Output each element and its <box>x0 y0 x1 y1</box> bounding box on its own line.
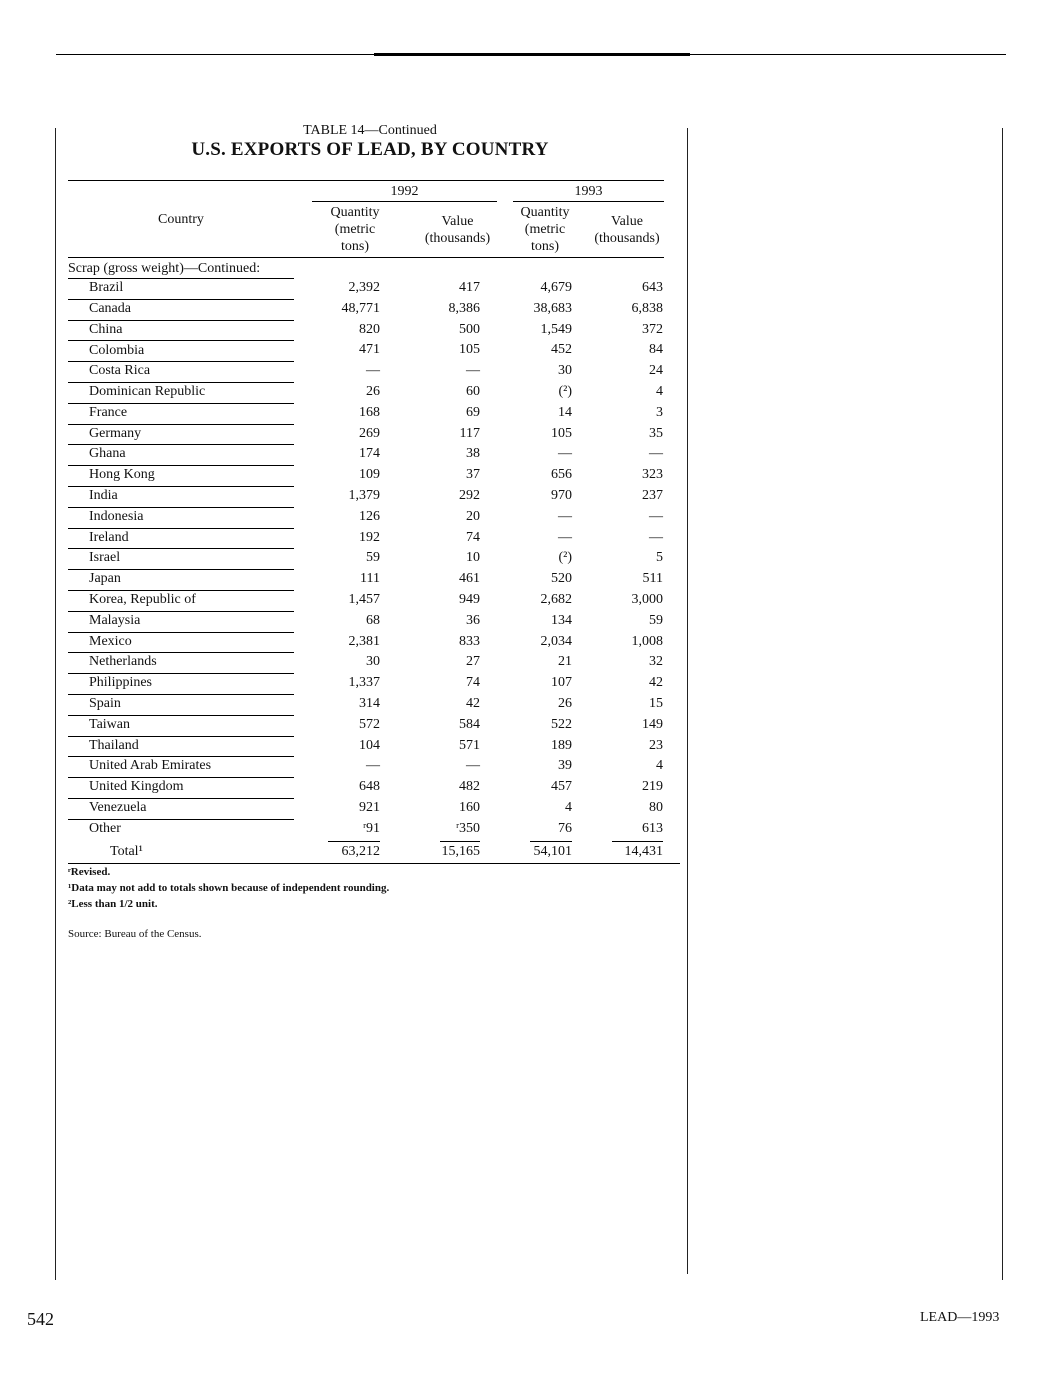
row-rule <box>68 465 294 466</box>
value-1992-cell: 292 <box>459 488 480 503</box>
row-rule <box>68 424 294 425</box>
total-label: Total¹ <box>110 844 143 859</box>
row-rule <box>68 444 294 445</box>
value-1993-cell: 3,000 <box>631 592 663 607</box>
value-1992-cell: 27 <box>466 654 480 669</box>
quantity-1993-cell: 970 <box>551 488 572 503</box>
top-rule-thick <box>374 53 690 56</box>
header-top-rule <box>68 180 664 181</box>
row-rule <box>68 590 294 591</box>
row-rule <box>68 632 294 633</box>
value-1993-cell: 59 <box>649 613 663 628</box>
quantity-1993-cell: 39 <box>558 758 572 773</box>
value-1993-cell: — <box>649 530 663 545</box>
quantity-1993-cell: 105 <box>551 426 572 441</box>
footnote-less-than-half: ²Less than 1/2 unit. <box>68 898 158 910</box>
row-rule <box>68 777 294 778</box>
table-label: TABLE 14—Continued <box>303 123 437 138</box>
year-1992-rule <box>312 201 497 202</box>
value-1993-cell: 237 <box>642 488 663 503</box>
quantity-1993-cell: 656 <box>551 467 572 482</box>
row-rule <box>68 486 294 487</box>
value-1993-cell: 219 <box>642 779 663 794</box>
value-1993-cell: 3 <box>656 405 663 420</box>
value-1992-cell: 571 <box>459 738 480 753</box>
country-cell: Israel <box>89 550 121 565</box>
value-1993-cell: 15 <box>649 696 663 711</box>
country-cell: Costa Rica <box>89 363 151 378</box>
quantity-1993-cell: 1,549 <box>540 322 572 337</box>
row-rule <box>68 299 294 300</box>
quantity-1992-cell: 1,337 <box>348 675 380 690</box>
value-1992-cell: 36 <box>466 613 480 628</box>
country-cell: Spain <box>89 696 121 711</box>
quantity-1993-cell: 30 <box>558 363 572 378</box>
country-cell: Philippines <box>89 675 153 690</box>
country-cell: Canada <box>89 301 131 316</box>
value-1992-cell: 160 <box>459 800 480 815</box>
value-1992-cell: 10 <box>466 550 480 565</box>
value-1993-cell: 80 <box>649 800 663 815</box>
value-1993-cell: 6,838 <box>631 301 663 316</box>
quantity-1992-cell: 192 <box>359 530 380 545</box>
quantity-1992-cell: 126 <box>359 509 380 524</box>
value-1992-cell: 60 <box>466 384 480 399</box>
quantity-1993-cell: 107 <box>551 675 572 690</box>
value-1993-cell: 32 <box>649 654 663 669</box>
value-1993-cell: 4 <box>656 384 663 399</box>
row-rule <box>68 819 294 820</box>
row-rule <box>68 340 294 341</box>
year-1992-header: 1992 <box>390 184 419 199</box>
value-1993-cell: 643 <box>642 280 663 295</box>
right-column-rule <box>1002 128 1003 1280</box>
value-1992-cell: — <box>466 758 480 773</box>
row-rule <box>68 798 294 799</box>
quantity-1992-cell: 174 <box>359 446 380 461</box>
value-1992-cell: 74 <box>466 675 480 690</box>
row-rule <box>68 528 294 529</box>
value-1992-cell: 105 <box>459 342 480 357</box>
quantity-1992-cell: 59 <box>366 550 380 565</box>
row-rule <box>68 736 294 737</box>
country-cell: Venezuela <box>89 800 147 815</box>
quantity-1993-cell: 38,683 <box>533 301 572 316</box>
value-1992-cell: 42 <box>466 696 480 711</box>
row-rule <box>68 382 294 383</box>
quantity-1992-cell: 109 <box>359 467 380 482</box>
quantity-1992-cell: 471 <box>359 342 380 357</box>
quantity-1993-cell: 2,682 <box>540 592 572 607</box>
header-bottom-rule <box>68 257 664 258</box>
quantity-1992-cell: 314 <box>359 696 380 711</box>
row-rule <box>68 548 294 549</box>
quantity-1992-cell: — <box>366 363 380 378</box>
value-1992-cell: 74 <box>466 530 480 545</box>
row-rule <box>68 320 294 321</box>
footnote-revised: ʳRevised. <box>68 866 111 878</box>
value-1993-cell: 84 <box>649 342 663 357</box>
quantity-1993-cell: 21 <box>558 654 572 669</box>
value-1993-cell: — <box>649 446 663 461</box>
value-1993-cell: 5 <box>656 550 663 565</box>
country-cell: Japan <box>89 571 121 586</box>
row-rule <box>68 673 294 674</box>
total-value-1992: 15,165 <box>441 844 480 859</box>
country-cell: Hong Kong <box>89 467 155 482</box>
quantity-1993-cell: — <box>558 446 572 461</box>
country-cell: Ghana <box>89 446 126 461</box>
quantity-1993-cell: — <box>558 509 572 524</box>
value-1992-cell: 482 <box>459 779 480 794</box>
quantity-1993-cell: 26 <box>558 696 572 711</box>
value-1992-cell: 37 <box>466 467 480 482</box>
country-cell: Korea, Republic of <box>89 592 196 607</box>
sum-rule-q1992 <box>328 841 380 842</box>
quantity-1993-cell: 14 <box>558 405 572 420</box>
quantity-1992-cell: 820 <box>359 322 380 337</box>
value-1992-cell: 8,386 <box>448 301 480 316</box>
quantity-1992-cell: 1,457 <box>348 592 380 607</box>
country-cell: Ireland <box>89 530 129 545</box>
year-1993-rule <box>513 201 664 202</box>
quantity-1992-cell: 48,771 <box>341 301 380 316</box>
quantity-1993-cell: 457 <box>551 779 572 794</box>
quantity-1993-header: Quantity (metric tons) <box>520 205 570 254</box>
value-1993-cell: 372 <box>642 322 663 337</box>
country-cell: Malaysia <box>89 613 141 628</box>
quantity-1993-cell: 189 <box>551 738 572 753</box>
row-rule <box>68 756 294 757</box>
value-1992-cell: ʳ350 <box>455 821 480 836</box>
country-cell: Colombia <box>89 343 145 358</box>
value-1992-cell: 833 <box>459 634 480 649</box>
value-1993-cell: 613 <box>642 821 663 836</box>
quantity-1993-cell: 452 <box>551 342 572 357</box>
country-cell: United Arab Emirates <box>89 758 212 773</box>
quantity-1992-cell: 104 <box>359 738 380 753</box>
row-rule <box>68 569 294 570</box>
left-column-rule <box>55 128 56 1280</box>
quantity-1993-cell: 520 <box>551 571 572 586</box>
value-1992-cell: 500 <box>459 322 480 337</box>
quantity-1993-cell: 2,034 <box>540 634 572 649</box>
value-1992-header: Value (thousands) <box>424 214 491 246</box>
row-rule <box>68 507 294 508</box>
row-rule <box>68 694 294 695</box>
sum-rule-q1993 <box>530 841 572 842</box>
quantity-1993-cell: — <box>558 530 572 545</box>
country-column-header: Country <box>158 212 204 227</box>
running-title: LEAD—1993 <box>920 1310 1000 1325</box>
quantity-1992-cell: 648 <box>359 779 380 794</box>
country-cell: Other <box>89 821 121 836</box>
section-label: Scrap (gross weight)—Continued: <box>68 261 261 276</box>
row-rule <box>68 652 294 653</box>
country-cell: Germany <box>89 426 142 441</box>
footnote-rounding: ¹Data may not add to totals shown because of independent rounding. <box>68 882 390 894</box>
value-1993-cell: 23 <box>649 738 663 753</box>
row-rule <box>68 403 294 404</box>
sum-rule-v1993 <box>612 841 663 842</box>
quantity-1992-header: Quantity (metric tons) <box>330 205 380 254</box>
total-value-1993: 14,431 <box>624 844 663 859</box>
value-1993-cell: 35 <box>649 426 663 441</box>
value-1992-cell: 38 <box>466 446 480 461</box>
value-1992-cell: 949 <box>459 592 480 607</box>
quantity-1992-cell: 921 <box>359 800 380 815</box>
row-rule <box>68 611 294 612</box>
quantity-1992-cell: ʳ91 <box>362 821 380 836</box>
source-note: Source: Bureau of the Census. <box>68 928 202 940</box>
value-1993-cell: 1,008 <box>631 634 663 649</box>
value-1993-cell: 323 <box>642 467 663 482</box>
quantity-1992-cell: 572 <box>359 717 380 732</box>
quantity-1993-cell: 76 <box>558 821 572 836</box>
quantity-1993-cell: 522 <box>551 717 572 732</box>
value-1993-cell: 42 <box>649 675 663 690</box>
value-1992-cell: 584 <box>459 717 480 732</box>
value-1992-cell: 117 <box>459 426 480 441</box>
value-1992-cell: 461 <box>459 571 480 586</box>
value-1992-cell: 69 <box>466 405 480 420</box>
country-cell: India <box>89 488 118 503</box>
quantity-1992-cell: 2,381 <box>348 634 380 649</box>
country-cell: France <box>89 405 128 420</box>
country-cell: Thailand <box>89 738 139 753</box>
table-bottom-rule <box>68 863 680 864</box>
quantity-1992-cell: 68 <box>366 613 380 628</box>
value-1992-cell: — <box>466 363 480 378</box>
value-1992-cell: 20 <box>466 509 480 524</box>
page-number: 542 <box>27 1309 54 1329</box>
quantity-1992-cell: 111 <box>360 571 380 586</box>
quantity-1993-cell: 4 <box>565 800 572 815</box>
value-1993-cell: 149 <box>642 717 663 732</box>
value-1993-cell: 4 <box>656 758 663 773</box>
center-column-rule <box>687 128 688 1274</box>
quantity-1993-cell: (²) <box>558 550 572 565</box>
country-cell: Dominican Republic <box>89 384 206 399</box>
quantity-1992-cell: 26 <box>366 384 380 399</box>
country-cell: China <box>89 322 123 337</box>
country-cell: Taiwan <box>89 717 131 732</box>
quantity-1992-cell: 1,379 <box>348 488 380 503</box>
country-cell: Brazil <box>89 280 124 295</box>
country-cell: United Kingdom <box>89 779 184 794</box>
total-quantity-1993: 54,101 <box>533 844 572 859</box>
quantity-1992-cell: 2,392 <box>348 280 380 295</box>
total-quantity-1992: 63,212 <box>341 844 380 859</box>
value-1992-cell: 417 <box>459 280 480 295</box>
quantity-1992-cell: — <box>366 758 380 773</box>
sum-rule-v1992 <box>440 841 480 842</box>
row-rule <box>68 361 294 362</box>
row-rule <box>68 715 294 716</box>
country-cell: Netherlands <box>89 654 157 669</box>
table-title: U.S. EXPORTS OF LEAD, BY COUNTRY <box>191 139 549 160</box>
quantity-1993-cell: 4,679 <box>540 280 572 295</box>
quantity-1992-cell: 168 <box>359 405 380 420</box>
value-1993-cell: — <box>649 509 663 524</box>
quantity-1992-cell: 269 <box>359 426 380 441</box>
quantity-1993-cell: 134 <box>551 613 572 628</box>
quantity-1993-cell: (²) <box>558 384 572 399</box>
year-1993-header: 1993 <box>574 184 603 199</box>
value-1993-cell: 24 <box>649 363 663 378</box>
value-1993-header: Value (thousands) <box>594 214 660 246</box>
country-cell: Indonesia <box>89 509 144 524</box>
quantity-1992-cell: 30 <box>366 654 380 669</box>
value-1993-cell: 511 <box>642 571 663 586</box>
country-cell: Mexico <box>89 634 132 649</box>
